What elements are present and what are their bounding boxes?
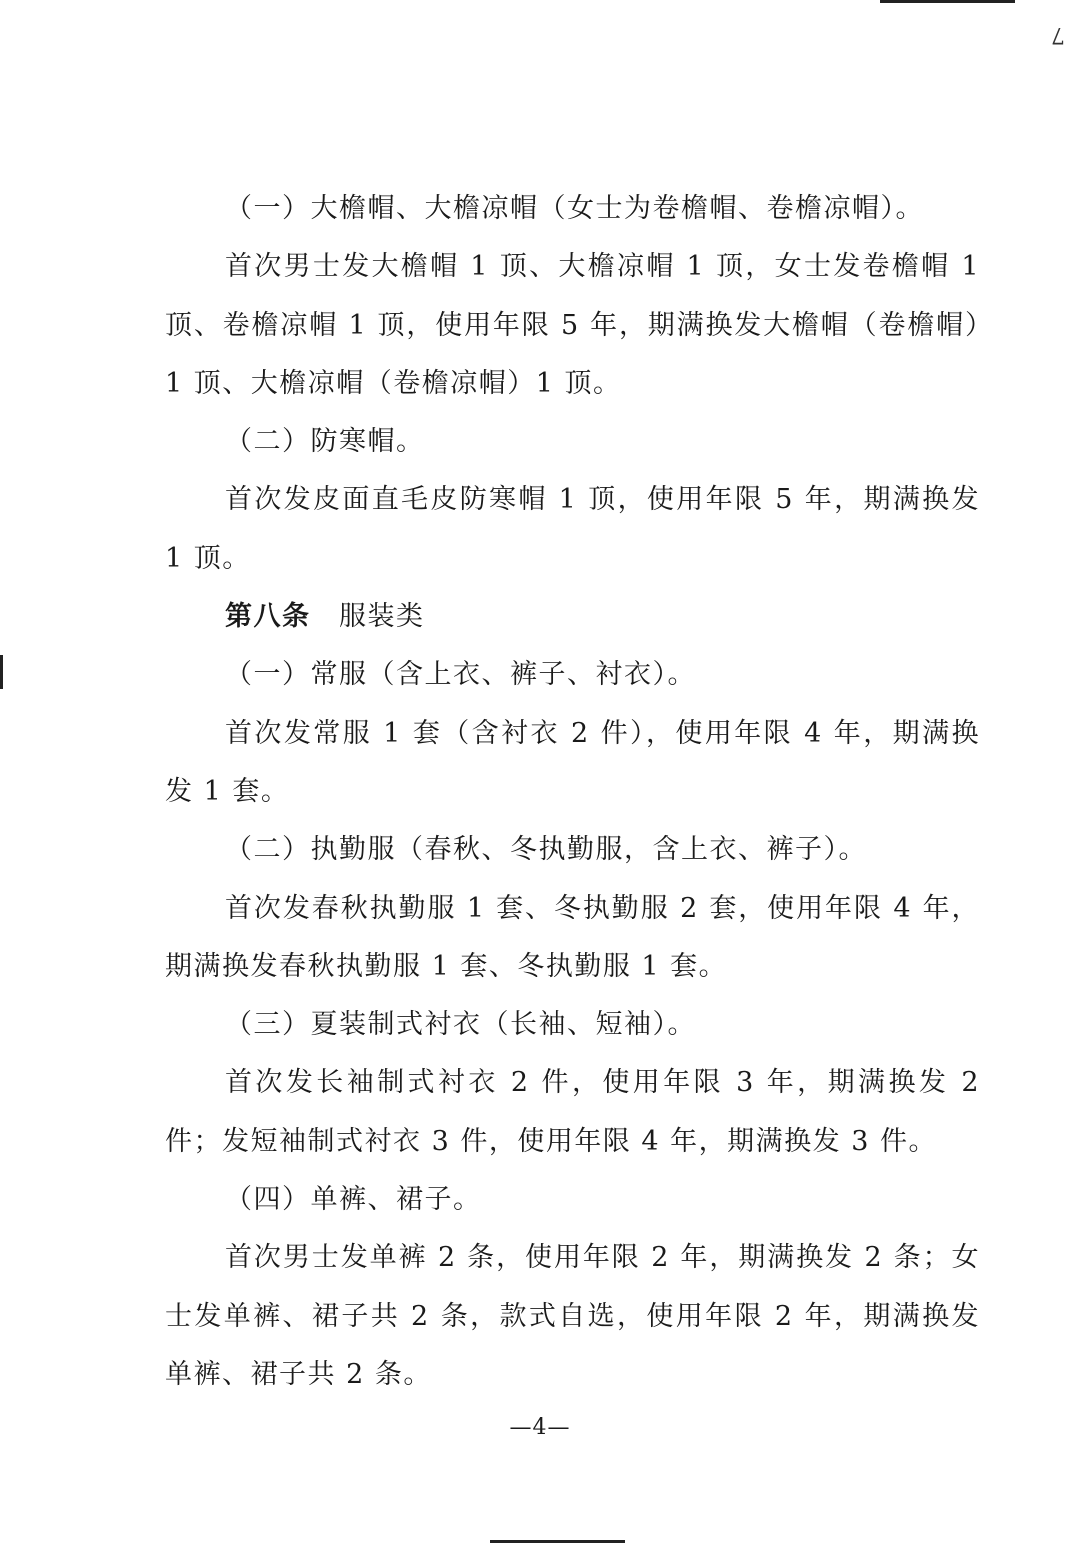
paragraph: （四）单裤、裙子。 xyxy=(225,1184,482,1216)
paragraph: 首次发长袖制式衬衣 2 件，使用年限 3 年，期满换发 2 件；发短袖制式衬衣 3 件，使用年限 4 年，期满换发 3 件。 xyxy=(165,1067,980,1157)
scan-edge-left xyxy=(0,655,3,689)
article-number: 第八条 xyxy=(225,601,311,633)
paragraph: （三）夏装制式衬衣（长袖、短袖）。 xyxy=(225,1009,696,1041)
page-number: —4— xyxy=(509,1415,571,1440)
paragraph: （二）执勤服（春秋、冬执勤服，含上衣、裤子）。 xyxy=(225,834,867,866)
paragraph: （二）防寒帽。 xyxy=(225,426,425,458)
paragraph: 首次男士发大檐帽 1 顶、大檐凉帽 1 顶，女士发卷檐帽 1 顶、卷檐凉帽 1 顶，使用年限 5 年，期满换发大檐帽（卷檐帽）1 顶、大檐凉帽（卷檐凉帽）1 顶。 xyxy=(165,251,980,399)
paragraph: 首次发春秋执勤服 1 套、冬执勤服 2 套，使用年限 4 年，期满换发春秋执勤服 1 套、冬执勤服 1 套。 xyxy=(165,892,980,982)
document-body xyxy=(165,180,980,1404)
scan-edge-top xyxy=(880,0,1015,3)
paragraph: （一）大檐帽、大檐凉帽（女士为卷檐帽、卷檐凉帽）。 xyxy=(225,193,924,224)
corner-handwritten-mark: 7 xyxy=(1051,22,1065,47)
article-title: 服装类 xyxy=(339,601,425,633)
paragraph: 首次发皮面直毛皮防寒帽 1 顶，使用年限 5 年，期满换发 1 顶。 xyxy=(165,484,980,574)
paragraph: （一）常服（含上衣、裤子、衬衣）。 xyxy=(225,659,696,691)
paragraph: 首次发常服 1 套（含衬衣 2 件），使用年限 4 年，期满换发 1 套。 xyxy=(165,717,980,807)
article-heading xyxy=(165,588,980,646)
paragraph: 首次男士发单裤 2 条，使用年限 2 年，期满换发 2 条；女士发单裤、裙子共 2 条，款式自选，使用年限 2 年，期满换发单裤、裙子共 2 条。 xyxy=(165,1242,980,1390)
